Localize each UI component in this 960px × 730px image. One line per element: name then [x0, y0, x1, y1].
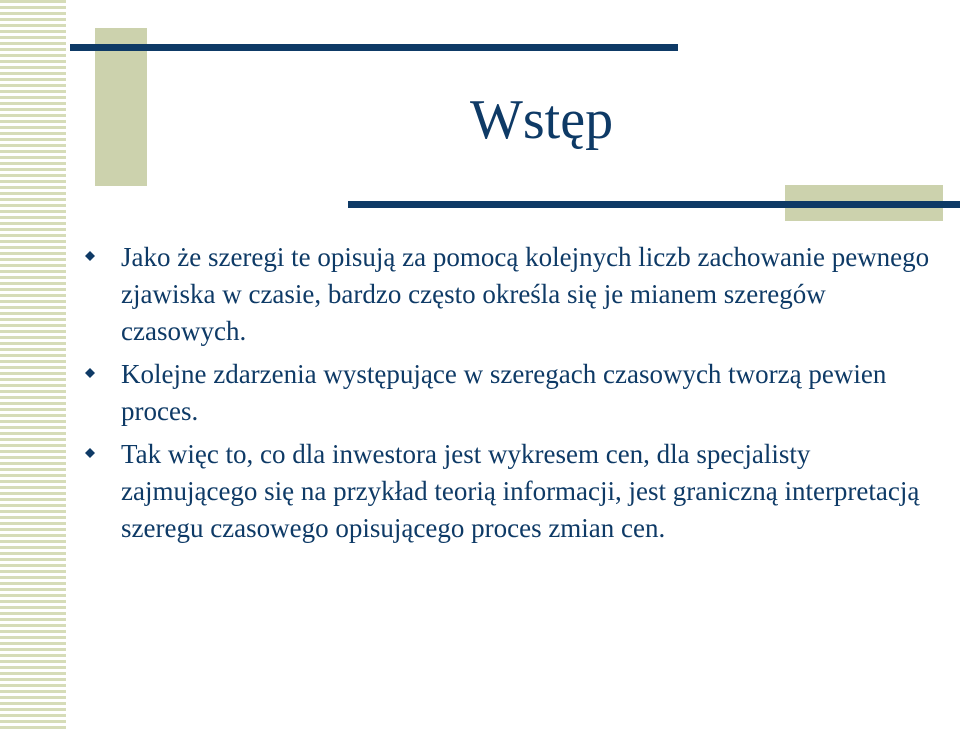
bullet-item: [82, 356, 932, 430]
bullet-item: [82, 436, 932, 547]
decorative-line-middle: [348, 201, 960, 208]
bullet-text: Kolejne zdarzenia występujące w szeregach czasowych tworzą pewien proces.: [121, 359, 887, 426]
bullet-text: Jako że szeregi te opisują za pomocą kolejnych liczb zachowanie pewnego zjawiska w czasie, bardzo często określa się je mianem szeregów czasowych.: [121, 242, 930, 346]
decorative-line-top: [70, 44, 678, 51]
bullet-text: Tak więc to, co dla inwestora jest wykresem cen, dla specjalisty zajmującego się na przykład teorią informacji, jest graniczną interpretacją szeregu czasowego opisującego proces zmian cen.: [121, 439, 920, 543]
bullet-list: [82, 239, 932, 553]
diamond-bullet-icon: [85, 448, 95, 458]
decorative-block-top: [95, 28, 147, 186]
diamond-bullet-icon: [85, 368, 95, 378]
slide-title: Wstęp: [470, 89, 614, 151]
diamond-bullet-icon: [85, 251, 95, 261]
decorative-stripes: [0, 0, 66, 730]
bullet-item: [82, 239, 932, 350]
